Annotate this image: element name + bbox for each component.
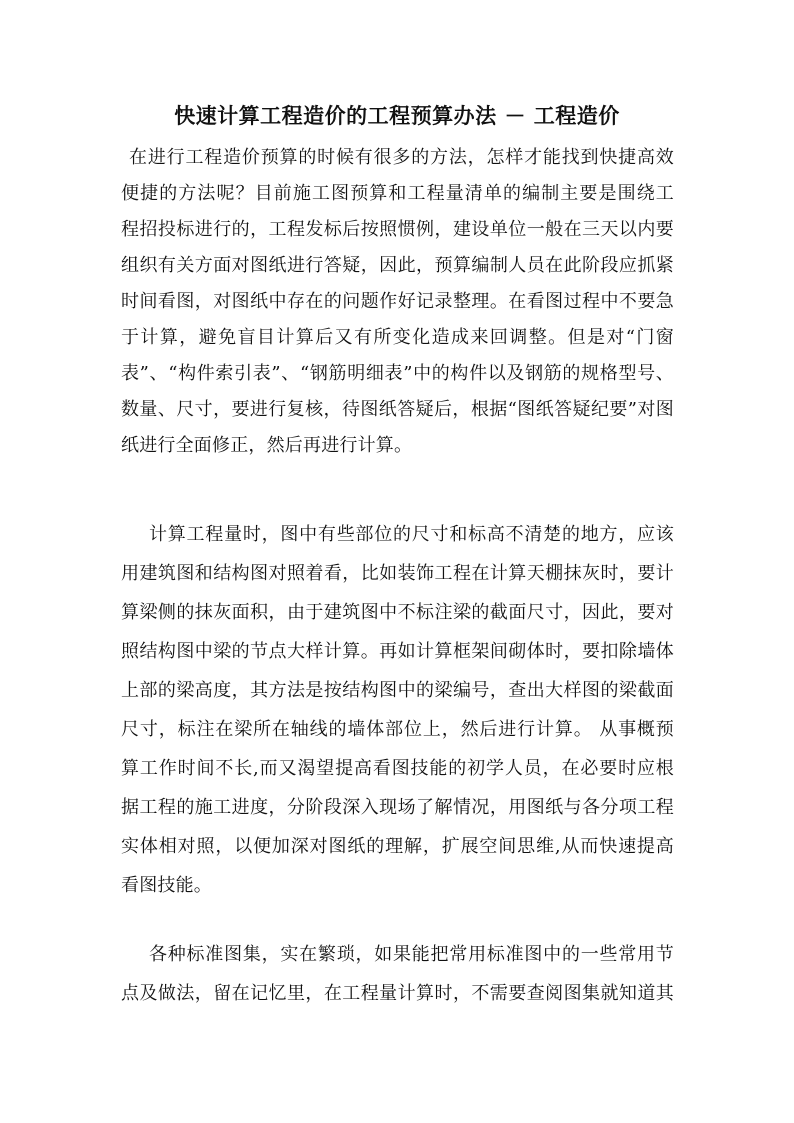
paragraph-1-line-3: 程招投标进行的，工程发标后按照惯例，建设单位一般在三天以内要 [121,219,674,240]
paragraph-1-line-6: 于计算，避免盲目计算后又有所变化造成来回调整。但是对“门窗 [121,327,674,348]
paragraph-2-line-3: 算梁侧的抹灰面积，由于建筑图中不标注梁的截面尺寸，因此，要对 [121,602,674,623]
paragraph-2-line-8: 据工程的施工进度，分阶段深入现场了解情况，用图纸与各分项工程 [121,797,674,818]
paragraph-1-line-9: 纸进行全面修正，然后再进行计算。 [121,435,413,456]
paragraph-2-line-1: 计算工程量时，图中有些部位的尺寸和标高不清楚的地方，应该 [149,524,674,545]
paragraph-2-line-9: 实体相对照，以便加深对图纸的理解，扩展空间思维,从而快速提高 [121,836,674,857]
paragraph-2-line-4: 照结构图中梁的节点大样计算。再如计算框架间砌体时，要扣除墙体 [121,641,674,662]
paragraph-2-line-6: 尺寸，标注在梁所在轴线的墙体部位上，然后进行计算。 从事概预 [121,719,674,740]
paragraph-1-line-5: 时间看图，对图纸中存在的问题作好记录整理。在看图过程中不要急 [121,291,674,312]
paragraph-3-line-2: 点及做法，留在记忆里，在工程量计算时，不需要查阅图集就知道其 [121,983,674,1004]
document-title: 快速计算工程造价的工程预算办法 － 工程造价 [174,103,620,128]
paragraph-2-line-5: 上部的梁高度，其方法是按结构图中的梁编号，查出大样图的梁截面 [121,680,674,701]
paragraph-2-line-7: 算工作时间不长,而又渴望提高看图技能的初学人员，在必要时应根 [121,758,674,779]
paragraph-1-line-4: 组织有关方面对图纸进行答疑，因此，预算编制人员在此阶段应抓紧 [121,255,674,276]
paragraph-1-line-2: 便捷的方法呢？目前施工图预算和工程量清单的编制主要是围绕工 [121,183,674,204]
paragraph-1-line-7: 表”、“构件索引表”、“钢筋明细表”中的构件以及钢筋的规格型号、 [121,363,674,384]
paragraph-1-line-1: 在进行工程造价预算的时候有很多的方法，怎样才能找到快捷高效 [129,147,674,168]
paragraph-1-line-8: 数量、尺寸，要进行复核，待图纸答疑后，根据“图纸答疑纪要”对图 [121,399,674,420]
paragraph-2-line-2: 用建筑图和结构图对照着看，比如装饰工程在计算天棚抹灰时，要计 [121,563,674,584]
paragraph-2-line-10: 看图技能。 [121,875,212,896]
paragraph-3-line-1: 各种标准图集，实在繁琐，如果能把常用标准图中的一些常用节 [149,944,674,965]
